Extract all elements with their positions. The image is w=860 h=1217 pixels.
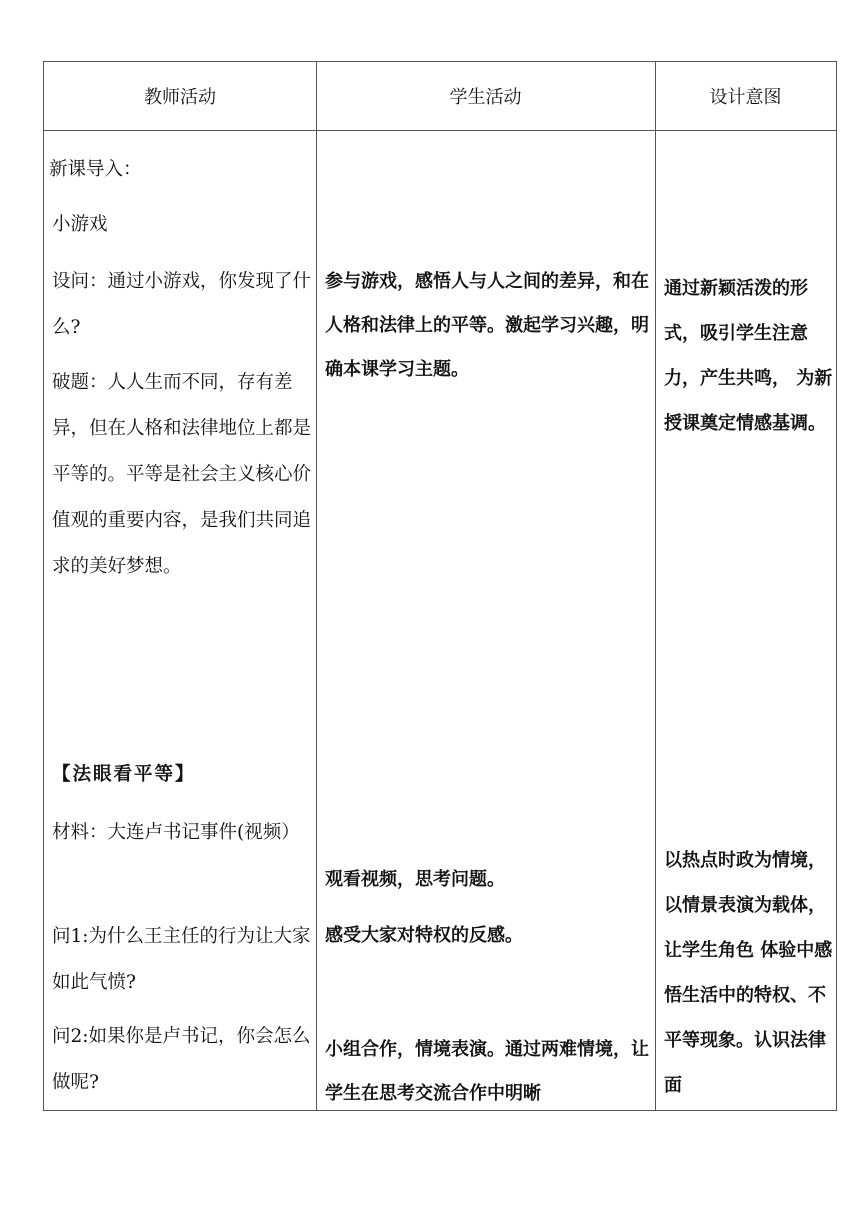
- design-intent-2: 以热点时政为情境，以情景表演为载体，让学生角色 体验中感悟生活中的特权、不平等现象。认识法律面: [664, 850, 833, 1096]
- student-activity-2: 观看视频，思考问题。: [325, 869, 505, 890]
- column-divider: [655, 62, 656, 1110]
- header-divider: [44, 130, 836, 131]
- header-teacher-activity: 教师活动: [144, 87, 216, 108]
- game-label: 小游戏: [52, 214, 108, 235]
- question-text: 设问：通过小游戏，你发现了什么?: [52, 271, 312, 338]
- point-text: 破题：人人生而不同，存有差异，但在人格和法律地位上都是平等的。平等是社会主义核心价值观的重要内容，是我们共同追求的美好梦想。: [52, 372, 312, 577]
- header-design-intent: 设计意图: [709, 87, 782, 108]
- student-activity-1: 参与游戏，感悟人与人之间的差异，和在人格和法律上的平等。激起学习兴趣，明确本课学习主题。: [325, 271, 649, 380]
- header-student-activity: 学生活动: [449, 87, 522, 108]
- question-1: 问1:为什么王主任的行为让大家如此气愤?: [52, 926, 311, 993]
- question-2: 问2:如果你是卢书记，你会怎么做呢?: [52, 1026, 311, 1093]
- student-activity-4: 小组合作，情境表演。通过两难情境，让学生在思考交流合作中明晰: [325, 1039, 649, 1104]
- design-intent-1: 通过新颖活泼的形式，吸引学生注意力，产生共鸣， 为新授课奠定情感基调。: [664, 278, 833, 434]
- material-text: 材料：大连卢书记事件(视频）: [52, 822, 300, 843]
- column-divider: [316, 62, 317, 1110]
- student-activity-3: 感受大家对特权的反感。: [325, 925, 523, 946]
- section-title: 【法眼看平等】: [52, 764, 196, 785]
- lesson-plan-table: [43, 61, 837, 1111]
- intro-title: 新课导入：: [49, 159, 142, 180]
